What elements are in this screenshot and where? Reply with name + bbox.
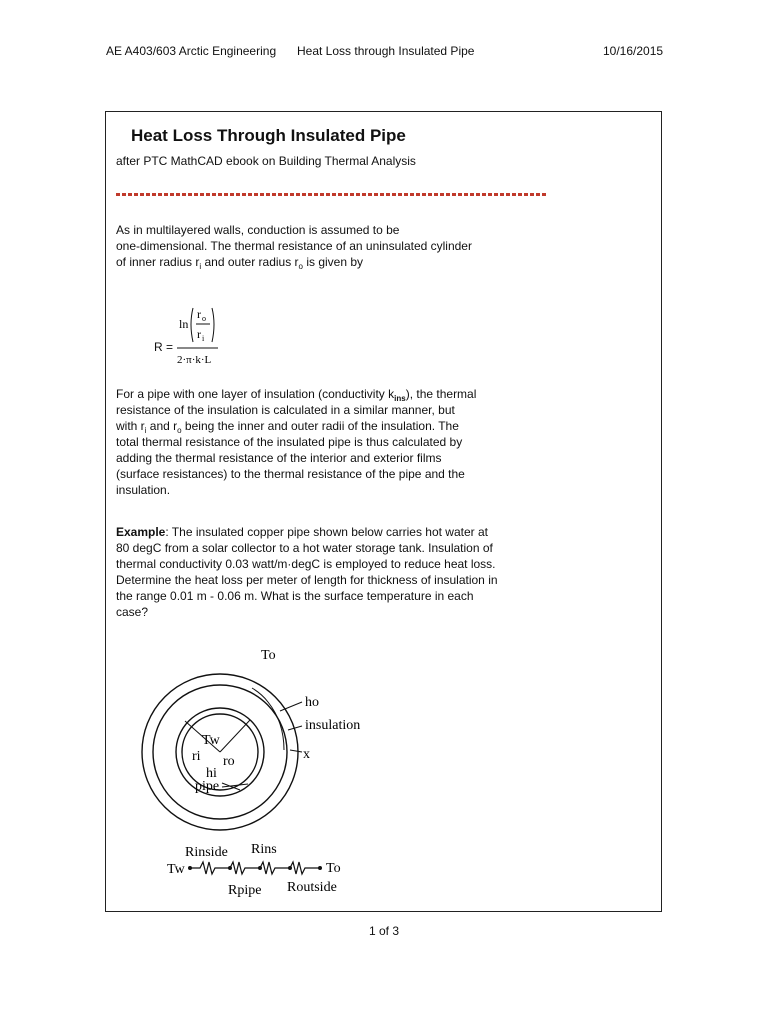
para2-line2: resistance of the insulation is calculated in a similar manner, but bbox=[116, 403, 455, 417]
label-to-right: To bbox=[326, 861, 341, 876]
para2-line3-c: being the inner and outer radii of the insulation. The bbox=[181, 419, 459, 433]
node-tw bbox=[188, 866, 192, 870]
x-pointer bbox=[290, 750, 302, 752]
subscript-i: i bbox=[199, 262, 202, 271]
para2-line1-a: For a pipe with one layer of insulation (conductivity k bbox=[116, 387, 395, 401]
para2-line4: total thermal resistance of the insulated pipe is thus calculated by bbox=[116, 435, 463, 449]
para1-line3-a: of inner radius r bbox=[116, 255, 200, 269]
page-number: 1 of 3 bbox=[368, 924, 400, 938]
label-rins: Rins bbox=[251, 842, 277, 857]
header-topic: Heat Loss through Insulated Pipe bbox=[297, 44, 475, 58]
subscript-ins: ins bbox=[394, 394, 406, 403]
para3-line4: Determine the heat loss per meter of length for thickness of insulation in bbox=[116, 573, 498, 587]
subtitle: after PTC MathCAD ebook on Building Thermal Analysis bbox=[116, 154, 416, 168]
para2-line3 bbox=[116, 418, 476, 434]
para1-line3-c: is given by bbox=[303, 255, 364, 269]
subscript-o: o bbox=[298, 262, 303, 271]
paragraph-intro bbox=[116, 222, 472, 270]
formula-denominator: 2·π·k·L bbox=[177, 354, 212, 366]
pipe-diagram bbox=[140, 640, 380, 900]
formula-den-r: r bbox=[197, 327, 201, 341]
label-rpipe: Rpipe bbox=[228, 883, 262, 898]
paragraph-example bbox=[116, 524, 498, 620]
formula-graphic bbox=[176, 300, 230, 368]
para3-line1-rest: : The insulated copper pipe shown below carries hot water at bbox=[165, 525, 488, 539]
para1-line3 bbox=[116, 254, 472, 270]
para2-line7: insulation. bbox=[116, 483, 171, 497]
close-paren bbox=[212, 308, 214, 342]
label-tw-inner: Tw bbox=[202, 733, 220, 748]
para3-line5: the range 0.01 m - 0.06 m. What is the surface temperature in each bbox=[116, 589, 474, 603]
radius-ro-line bbox=[220, 720, 250, 752]
para2-line3-a: with r bbox=[116, 419, 145, 433]
resistance-formula bbox=[150, 298, 230, 368]
label-to-top: To bbox=[261, 648, 276, 663]
label-ri: ri bbox=[192, 749, 201, 764]
para2-line6: (surface resistances) to the thermal resistance of the pipe and the bbox=[116, 467, 465, 481]
node-3 bbox=[288, 866, 292, 870]
para3-line3: thermal conductivity 0.03 watt/m·degC is employed to reduce heat loss. bbox=[116, 557, 496, 571]
para2-line1 bbox=[116, 386, 476, 402]
label-tw-left: Tw bbox=[167, 862, 185, 877]
formula-num-r: r bbox=[197, 307, 201, 321]
para3-line6: case? bbox=[116, 605, 149, 619]
header-date: 10/16/2015 bbox=[603, 44, 664, 58]
formula-num-sub: o bbox=[202, 314, 206, 323]
subscript-i-2: i bbox=[144, 426, 147, 435]
label-ho: ho bbox=[305, 695, 319, 710]
label-pipe: pipe bbox=[195, 779, 220, 794]
para2-line5: adding the thermal resistance of the interior and exterior films bbox=[116, 451, 442, 465]
label-rinside: Rinside bbox=[185, 845, 228, 860]
node-to bbox=[318, 866, 322, 870]
para1-line2: one-dimensional. The thermal resistance of an uninsulated cylinder bbox=[116, 239, 472, 253]
para2-line3-b: and r bbox=[146, 419, 178, 433]
para2-line1-b: ), the thermal bbox=[405, 387, 477, 401]
label-ro: ro bbox=[223, 754, 235, 769]
label-hi: hi bbox=[206, 766, 217, 781]
paragraph-insulation bbox=[116, 386, 476, 498]
node-1 bbox=[228, 866, 232, 870]
label-x: x bbox=[303, 747, 310, 762]
node-2 bbox=[258, 866, 262, 870]
formula-ln: ln bbox=[179, 317, 189, 331]
formula-lhs: R = bbox=[154, 340, 174, 354]
formula-den-sub: i bbox=[202, 334, 205, 343]
label-routside: Routside bbox=[287, 880, 337, 895]
dashed-separator bbox=[116, 193, 548, 196]
para1-line1: As in multilayered walls, conduction is assumed to be bbox=[116, 223, 400, 237]
example-label: Example bbox=[116, 525, 166, 539]
para3-line1 bbox=[116, 524, 498, 540]
subscript-o-2: o bbox=[177, 426, 182, 435]
para3-line2: 80 degC from a solar collector to a hot water storage tank. Insulation of bbox=[116, 541, 493, 555]
open-paren bbox=[191, 308, 193, 342]
resistor-chain bbox=[190, 862, 320, 874]
para1-line3-b: and outer radius r bbox=[201, 255, 299, 269]
header-course: AE A403/603 Arctic Engineering bbox=[106, 44, 277, 58]
page-title: Heat Loss Through Insulated Pipe bbox=[131, 126, 406, 145]
label-insulation: insulation bbox=[305, 718, 361, 733]
